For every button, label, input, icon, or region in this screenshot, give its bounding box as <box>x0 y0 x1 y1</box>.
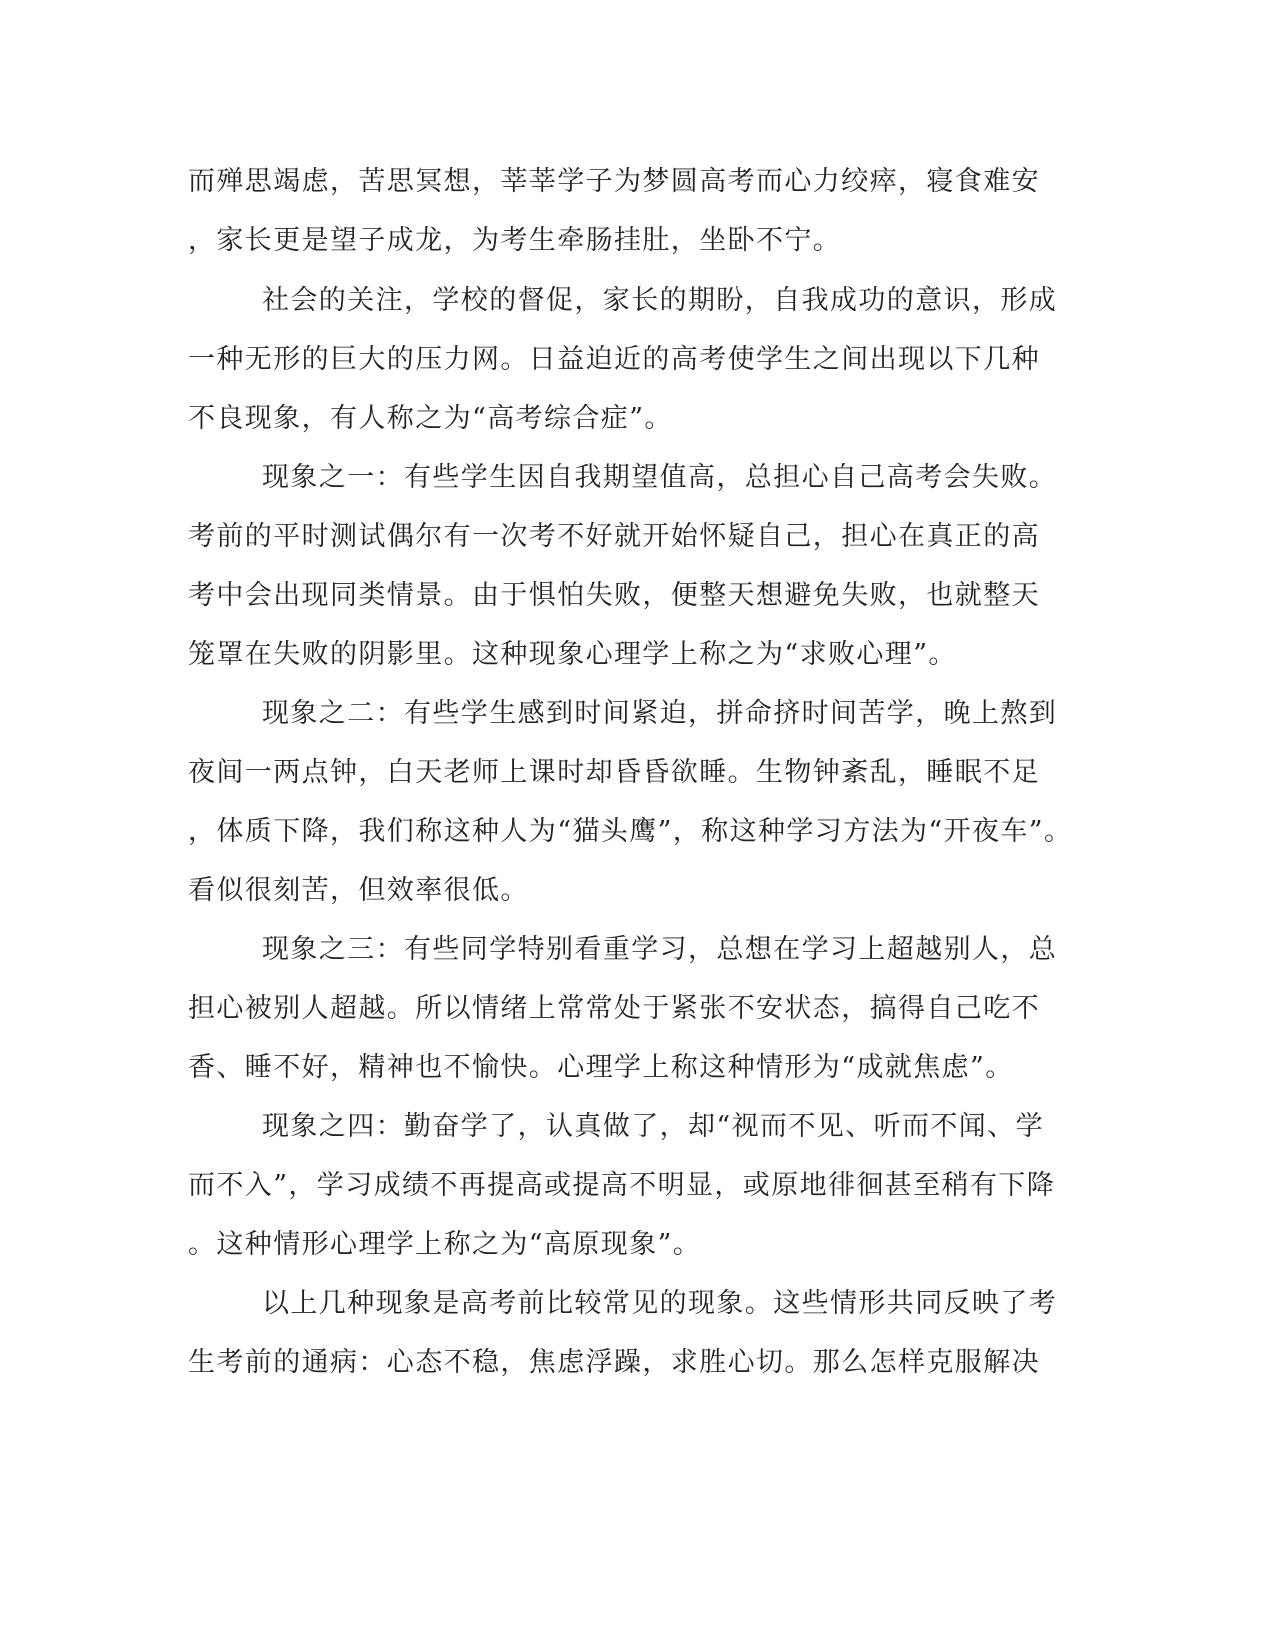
paragraph-start-line: 现象之三：有些同学特别看重学习，总想在学习上超越别人，总 <box>262 934 1058 965</box>
text-line: 而殚思竭虑，苦思冥想，莘莘学子为梦圆高考而心力绞瘁，寝食难安 <box>188 166 1040 197</box>
text-line: 笼罩在失败的阴影里。这种现象心理学上称之为“求败心理”。 <box>188 639 957 670</box>
text-line: 看似很刻苦，但效率很低。 <box>188 875 529 906</box>
text-line: 生考前的通病：心态不稳，焦虑浮躁，求胜心切。那么怎样克服解决 <box>188 1347 1040 1378</box>
text-line: 一种无形的巨大的压力网。日益迫近的高考使学生之间出现以下几种 <box>188 344 1040 375</box>
text-line: 考中会出现同类情景。由于惧怕失败，便整天想避免失败，也就整天 <box>188 580 1040 611</box>
paragraph-start-line: 以上几种现象是高考前比较常见的现象。这些情形共同反映了考 <box>262 1288 1058 1319</box>
paragraph-start-line: 现象之四：勤奋学了，认真做了，却“视而不见、听而不闻、学 <box>262 1111 1045 1142</box>
text-line: ，体质下降，我们称这种人为“猫头鹰”，称这种学习方法为“开夜车”。 <box>188 816 1073 847</box>
paragraph-start-line: 社会的关注，学校的督促，家长的期盼，自我成功的意识，形成 <box>262 285 1058 316</box>
text-line: 考前的平时测试偶尔有一次考不好就开始怀疑自己，担心在真正的高 <box>188 521 1040 552</box>
paragraph-start-line: 现象之一：有些学生因自我期望值高，总担心自己高考会失败。 <box>262 462 1058 493</box>
paragraph-start-line: 现象之二：有些学生感到时间紧迫，拼命挤时间苦学，晚上熬到 <box>262 698 1058 729</box>
text-line: 香、睡不好，精神也不愉快。心理学上称这种情形为“成就焦虑”。 <box>188 1052 1014 1083</box>
text-line: 不良现象，有人称之为“高考综合症”。 <box>188 403 673 434</box>
text-line: 。这种情形心理学上称之为“高原现象”。 <box>188 1229 702 1260</box>
text-line: 担心被别人超越。所以情绪上常常处于紧张不安状态，搞得自己吃不 <box>188 993 1040 1024</box>
text-line: 夜间一两点钟，白天老师上课时却昏昏欲睡。生物钟紊乱，睡眠不足 <box>188 757 1040 788</box>
text-line: 而不入”，学习成绩不再提高或提高不明显，或原地徘徊甚至稍有下降 <box>188 1170 1056 1201</box>
text-line: ，家长更是望子成龙，为考生牵肠挂肚，坐卧不宁。 <box>188 225 842 256</box>
